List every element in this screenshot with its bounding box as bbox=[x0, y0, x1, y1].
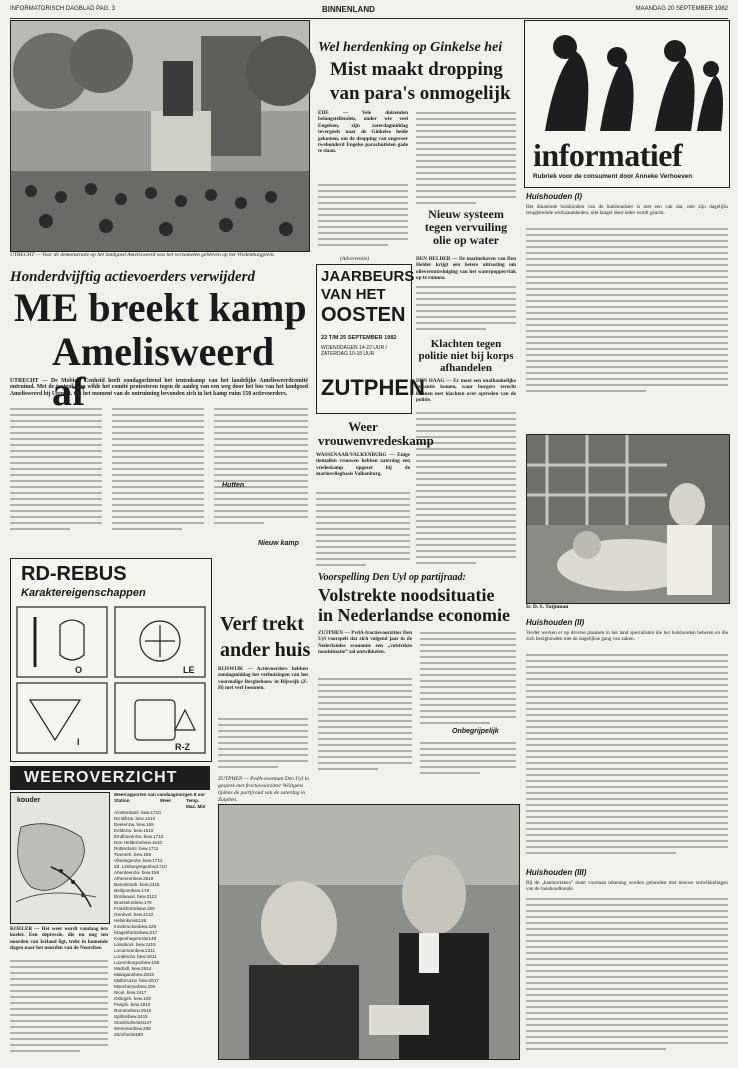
weather-min: 10 bbox=[156, 840, 163, 845]
weather-min: 18 bbox=[148, 972, 154, 977]
header-paper: INFORMATORISCH DAGBLAD PAG. 3 bbox=[10, 6, 116, 12]
weather-max: 24 bbox=[145, 942, 151, 947]
text-column-lines bbox=[526, 226, 728, 396]
vrouwen-lead: WASSENAAR/VALKENBURG — Enige tientallen vrouwen hebben zaterdag een vredeskamp opgezet bij de marinevliegbasis Valkenburg. bbox=[316, 452, 410, 478]
weather-min: 12 bbox=[157, 858, 163, 863]
weather-min: 10 bbox=[158, 834, 164, 839]
header-section: BINNENLAND bbox=[322, 5, 375, 14]
weather-station: Brussel bbox=[114, 900, 130, 905]
rebus-title: RD-REBUS bbox=[21, 563, 127, 585]
weather-station: Rome bbox=[114, 1008, 127, 1013]
me-article-subhead-hutten: Hutten bbox=[222, 482, 245, 489]
weather-station: Barcelona bbox=[114, 882, 135, 887]
weather-min: 14 bbox=[146, 966, 152, 971]
informatief-h1: Huishouden (I) bbox=[526, 192, 582, 201]
weather-min: 10 bbox=[155, 810, 161, 815]
weather-condition: geh. bew. bbox=[123, 996, 144, 1001]
svg-text:O: O bbox=[75, 665, 83, 675]
weather-condition: l. bew. bbox=[133, 894, 147, 899]
informatief-body-2 bbox=[526, 652, 728, 862]
weather-condition: onbew. bbox=[132, 906, 147, 911]
uyl-kicker: Voorspelling Den Uyl op partijraad: bbox=[318, 572, 466, 583]
svg-text:R-Z: R-Z bbox=[175, 742, 190, 752]
weather-station: Zürich bbox=[114, 1032, 127, 1037]
uyl-photo-caption: ZUTPHEN — PvdA-voorman Den Uyl in gesprek met fractievoorzitter Wöltgens tijdens de partijraad van de zaterdag in Zutphen. bbox=[218, 776, 309, 803]
vrouwen-body bbox=[316, 490, 410, 570]
uyl-photo bbox=[218, 804, 520, 1060]
rebus-box bbox=[10, 558, 212, 762]
weather-condition: mist bbox=[140, 936, 149, 941]
klachten-lead: DEN HAAG — Er moet een onafhankelijke instantie komen, waar burgers terecht kunnen met klachten over optreden van de politie. bbox=[416, 378, 516, 404]
weather-station: Rotterdam bbox=[114, 846, 136, 851]
weather-min: 8 bbox=[156, 870, 159, 875]
weather-table-title: Weerrapporten van vandaagmorgen 8 uur bbox=[114, 792, 206, 797]
weather-min: 17 bbox=[153, 978, 159, 983]
weather-station: Split bbox=[114, 1014, 123, 1019]
weather-min: 19 bbox=[148, 876, 154, 881]
me-article-lead: UTRECHT — De Mobiele Eenheid heeft zondagochtend het tentenkamp van het landelijke Amelisweerdcomité ontruimd. Met de tentenkamp wilde het comité protesteren tegen de aanleg van een weg door het bos van het landgoed Amelisweerd bij Utrecht. Op het moment van de ontruiming bevonden zich in het kamp ruim 150 actievoerders. bbox=[10, 378, 308, 397]
weather-condition: zw. bew. bbox=[131, 978, 149, 983]
weather-max: 22 bbox=[145, 948, 151, 953]
weather-station: Lissabon bbox=[114, 942, 133, 947]
weather-min: 9 bbox=[153, 936, 157, 941]
weather-station: Eindhoven bbox=[114, 834, 136, 839]
uyl-photo-image bbox=[219, 805, 519, 1059]
jaarbeurs-ad bbox=[316, 264, 425, 414]
weather-min: 10 bbox=[150, 816, 156, 821]
ginkelse-lead: EDE — Vele duizenden belangstellenden, onder wie veel Engelsen, zijn zaterdagmiddag tevergeefs naar de Ginkelse heide gekomen, om de dropping van ongeveer twehonderd Engelse parachutisten gade te slaan. bbox=[318, 110, 408, 155]
weather-text-body bbox=[10, 958, 108, 1058]
weather-min: 10 bbox=[148, 828, 154, 833]
weather-min: 7 bbox=[149, 1020, 152, 1025]
weather-station: Frankfort bbox=[114, 906, 133, 911]
weather-condition: l. bew. bbox=[135, 846, 149, 851]
jaarbeurs-title-2: VAN HET bbox=[321, 286, 386, 303]
text-column-lines bbox=[218, 716, 308, 772]
weather-min: 9 bbox=[148, 852, 152, 857]
rebus-puzzles bbox=[15, 605, 207, 757]
weather-min: 8 bbox=[156, 960, 160, 965]
weather-max: 16 bbox=[151, 960, 157, 965]
vrouwen-headline: Weer vrouwenvredeskamp bbox=[318, 419, 434, 448]
weather-condition: onbew. bbox=[130, 948, 146, 953]
weather-condition: onbew. bbox=[126, 1008, 141, 1013]
verf-lead: RIJSWIJK — Actievoerders hebben zondagmiddag het verhuizingen van het voormalige Bergbebouw in Rijswijk (Z-H) met verf bestoten. bbox=[218, 666, 308, 692]
weather-condition: h. bew. bbox=[128, 852, 144, 857]
weather-min: 15 bbox=[150, 942, 156, 947]
text-column-lines bbox=[526, 896, 728, 1058]
weather-max: 17 bbox=[153, 834, 159, 839]
text-column-lines bbox=[112, 406, 204, 532]
weather-station: Genève bbox=[114, 912, 131, 917]
text-column-lines bbox=[416, 110, 516, 206]
weather-rows bbox=[114, 810, 210, 1038]
weather-condition: onbew. bbox=[136, 960, 152, 965]
weather-max: 17 bbox=[150, 810, 156, 815]
weather-station: Mallorca bbox=[114, 978, 132, 983]
uyl-headline-1: Volstrekte noodsituatie bbox=[318, 585, 495, 605]
demonstration-photo bbox=[10, 20, 310, 252]
ginkelse-body bbox=[318, 182, 408, 252]
weather-condition: l. bew. bbox=[123, 990, 137, 995]
weather-station: Helsinki bbox=[114, 918, 131, 923]
weather-max: 14 bbox=[148, 936, 154, 941]
weather-max: 18 bbox=[135, 1032, 141, 1037]
text-column-lines bbox=[318, 182, 408, 252]
uyl-body-3 bbox=[420, 740, 516, 780]
weather-station: Madrid bbox=[114, 966, 129, 971]
weather-min: 11 bbox=[150, 948, 156, 953]
weather-max: 17 bbox=[143, 900, 150, 905]
weather-condition: l. bew. bbox=[128, 966, 142, 971]
weather-min: 8 bbox=[148, 996, 151, 1001]
vervuiling-lead: DEN HELDER — De marinehaven van Den Helder krijgt een betere uitrusting om olieverontreiniging van het waterpoppervlak op te ruimen. bbox=[416, 256, 516, 282]
weather-condition: mist bbox=[126, 1032, 136, 1037]
weather-max: 20 bbox=[147, 984, 153, 989]
weather-station: Bordeaux bbox=[114, 894, 134, 899]
me-article-column-2 bbox=[112, 406, 204, 532]
weather-col-minmax: Max. Min bbox=[186, 804, 206, 809]
weather-max: 16 bbox=[143, 852, 149, 857]
weather-station: Londen bbox=[114, 954, 130, 959]
weather-max: 15 bbox=[143, 828, 149, 833]
weather-condition: zw. bew. bbox=[127, 816, 145, 821]
weather-max: 25 bbox=[140, 1008, 146, 1013]
verf-body bbox=[218, 716, 308, 772]
weather-condition: onbew. bbox=[122, 1014, 138, 1019]
jaarbeurs-city: ZUTPHEN bbox=[321, 375, 425, 400]
informatief-illustration bbox=[524, 20, 730, 188]
weather-max: 15 bbox=[151, 870, 157, 875]
weather-condition: onbew. bbox=[126, 888, 142, 893]
weather-map bbox=[10, 792, 110, 924]
verf-headline-2: ander huis bbox=[220, 639, 311, 661]
text-column-lines bbox=[318, 676, 412, 776]
weather-max: 21 bbox=[146, 894, 152, 899]
weather-max: 16 bbox=[145, 822, 152, 827]
weather-station: Kopenhagen bbox=[114, 936, 141, 941]
weather-condition: zw. bew. bbox=[129, 954, 147, 959]
weather-max: 17 bbox=[141, 888, 147, 893]
weather-station: Malaga bbox=[114, 972, 130, 977]
text-column-lines bbox=[420, 630, 516, 726]
jaarbeurs-dates: 22 T/M 25 SEPTEMBER 1982 bbox=[321, 335, 397, 341]
weather-condition: zw. bew. bbox=[134, 858, 153, 863]
weather-min: 11 bbox=[153, 846, 159, 851]
demonstration-photo-caption: UTRECHT — Voor de demonstratie op het landgoed Amelisweerd was het verzamelen gebleven op het Vredenburgplein. bbox=[10, 252, 275, 258]
svg-text:I: I bbox=[77, 737, 80, 747]
weather-station: Oslo bbox=[114, 996, 124, 1001]
weather-station: Stockholm bbox=[114, 1020, 136, 1025]
weather-condition: zw. bew. bbox=[125, 828, 144, 833]
informatief-h3: Huishouden (III) bbox=[526, 868, 587, 877]
informatief-illustration-image bbox=[525, 21, 729, 141]
weather-min: 8 bbox=[140, 1032, 143, 1037]
uyl-body-1 bbox=[318, 676, 412, 776]
weather-condition: onbew. bbox=[137, 840, 152, 845]
weather-min: 8 bbox=[148, 1026, 151, 1031]
uyl-subhead: Onbegrijpelijk bbox=[452, 728, 499, 735]
weather-condition: zw. bew. bbox=[133, 870, 152, 875]
weather-map-label: kouder bbox=[17, 797, 41, 804]
weather-max: 21 bbox=[143, 912, 148, 917]
jaarbeurs-title-3: OOSTEN bbox=[321, 304, 406, 326]
weather-condition: onbew. bbox=[128, 876, 144, 881]
ginkelse-kicker: Wel herdenking op Ginkelse hei bbox=[318, 40, 503, 55]
text-column-lines bbox=[526, 652, 728, 862]
weather-condition: regenbui bbox=[138, 864, 157, 869]
vervuiling-body bbox=[416, 284, 516, 336]
weather-condition: mist bbox=[135, 1020, 144, 1025]
weather-col-station: Station bbox=[114, 798, 130, 803]
weather-condition: l. bew. bbox=[132, 942, 146, 947]
weather-station: Deelen bbox=[114, 822, 129, 827]
weather-station: Eelde bbox=[114, 828, 126, 833]
weather-min: 17 bbox=[141, 990, 147, 995]
weather-max: 26 bbox=[141, 966, 147, 971]
weather-condition: mist bbox=[130, 918, 139, 923]
informatief-text-3: Bij de „kantoortaken” moet voortaan rekening worden gehouden met nieuwe ontwikkelingen van de huishoudkunde. bbox=[526, 880, 728, 893]
weather-max: 24 bbox=[136, 990, 142, 995]
weather-min: 15 bbox=[145, 1008, 152, 1013]
weather-max: 18 bbox=[146, 954, 152, 959]
weather-max: 14 bbox=[143, 1020, 149, 1025]
informatief-h2: Huishouden (II) bbox=[526, 618, 585, 627]
weather-station: De Bilt bbox=[114, 816, 128, 821]
weather-max: 26 bbox=[148, 978, 154, 983]
weather-max: 22 bbox=[148, 924, 154, 929]
tuijnman-caption: Ir. D. S. Tuijnman bbox=[526, 604, 569, 610]
weather-condition: onbew. bbox=[129, 900, 144, 905]
weather-text: KOELER — Het weer wordt vandaag iets koeler. Een depressie, die nu nog ten noorden van Ierland ligt, trekt in komende dagen naar het noorden van de Noordzee. bbox=[10, 926, 108, 952]
uyl-headline-2: in Nederlandse economie bbox=[318, 605, 510, 625]
tuijnman-photo bbox=[526, 434, 730, 604]
me-article-column-1 bbox=[10, 406, 102, 532]
weather-condition: zw. bew. bbox=[128, 822, 146, 827]
informatief-body-3 bbox=[526, 896, 728, 1058]
weather-condition: onbew. bbox=[134, 930, 150, 935]
me-article-kicker: Honderdvijftig actievoerders verwijderd bbox=[10, 269, 255, 285]
weather-max: 17 bbox=[148, 846, 154, 851]
page-header bbox=[10, 4, 728, 19]
ginkelse-headline-2: van para's onmogelijk bbox=[330, 83, 511, 104]
weather-min: 11 bbox=[151, 954, 157, 959]
weather-min: 13 bbox=[151, 894, 157, 899]
weather-max: 26 bbox=[143, 876, 149, 881]
weather-station: Innsbruck bbox=[114, 924, 134, 929]
text-column-lines bbox=[416, 284, 516, 336]
weather-station: Luxemburg bbox=[114, 960, 137, 965]
weather-max: 12 bbox=[138, 918, 144, 923]
demonstration-photo-image bbox=[11, 21, 309, 251]
weather-station: Berlijn bbox=[114, 888, 127, 893]
informatief-title: informatief bbox=[533, 137, 683, 173]
header-date: MAANDAG 20 SEPTEMBER 1982 bbox=[635, 6, 728, 12]
weather-station: München bbox=[114, 984, 133, 989]
weather-station: Amsterdam bbox=[114, 810, 138, 815]
weather-station: Klagenfurt bbox=[114, 930, 135, 935]
uyl-lead: ZUTPHEN — PvdA-fractievoorzitter Den Uyl voorspelt dat zich volgend jaar in de Nederlandse economie een „volstrekte noodsituatie” zal ontwikkelen. bbox=[318, 630, 412, 656]
weather-max: 17 bbox=[156, 864, 162, 869]
jaarbeurs-title-1: JAARBEURS bbox=[321, 268, 415, 285]
informatief-body-1 bbox=[526, 226, 728, 396]
weather-condition: onbew. bbox=[128, 1026, 144, 1031]
weather-max: 19 bbox=[140, 1002, 146, 1007]
weather-condition: h. bew. bbox=[134, 882, 150, 887]
weather-condition: l. bew. bbox=[137, 810, 151, 815]
weather-max: 16 bbox=[144, 816, 151, 821]
weather-min: 16 bbox=[154, 882, 160, 887]
weather-min: 6 bbox=[152, 984, 156, 989]
weather-condition: onbew. bbox=[129, 972, 144, 977]
weather-station: Locarno bbox=[114, 948, 131, 953]
weather-condition: zw. bew. bbox=[135, 834, 154, 839]
me-article-column-3 bbox=[214, 406, 308, 526]
weather-condition: onbew. bbox=[133, 924, 149, 929]
uyl-body-2 bbox=[420, 630, 516, 726]
weather-condition: h. bew. bbox=[125, 1002, 141, 1007]
weather-max: 24 bbox=[149, 882, 155, 887]
text-column-lines bbox=[10, 406, 102, 532]
informatief-subtitle: Rubriek voor de consument door Anneke Verhoeven bbox=[533, 173, 693, 180]
weather-max: 20 bbox=[143, 1026, 149, 1031]
weather-station: Zd. Limburg bbox=[114, 864, 139, 869]
advertentie-label: (Advertentie) bbox=[340, 256, 370, 262]
weather-station: Athene bbox=[114, 876, 129, 881]
weather-col-temp: Temp. bbox=[186, 798, 200, 803]
weather-station: Vlissingen bbox=[114, 858, 135, 863]
vervuiling-headline: Nieuw systeem tegen vervuiling olie op water bbox=[424, 207, 508, 247]
weather-station: Aberdeen bbox=[114, 870, 134, 875]
ginkelse-body-2 bbox=[416, 110, 516, 206]
weather-condition: onbew. bbox=[132, 984, 148, 989]
weather-max: 28 bbox=[143, 972, 149, 977]
informatief-text-2: Verder werken er op diverse plaatsen in het land specialisten die het huishouden beheren en die zich bezighouden met de dagelijkse gang van zaken. bbox=[526, 630, 728, 643]
weather-min: 10 bbox=[161, 864, 167, 869]
text-column-lines bbox=[316, 490, 410, 570]
me-article-headline-1: ME breekt kamp bbox=[14, 285, 307, 330]
weather-col-weer: Weer bbox=[160, 798, 172, 803]
weather-min: 8 bbox=[153, 924, 157, 929]
weather-station: Nice bbox=[114, 990, 124, 995]
weather-row bbox=[114, 1032, 210, 1038]
weather-table bbox=[114, 792, 210, 1058]
weather-min: 9 bbox=[151, 822, 154, 827]
weather-max: 18 bbox=[146, 906, 153, 911]
ginkelse-headline-1: Mist maakt dropping bbox=[330, 59, 503, 80]
weather-min: 15 bbox=[142, 1014, 148, 1019]
weather-max: 21 bbox=[149, 930, 155, 935]
weather-max: 17 bbox=[152, 858, 158, 863]
jaarbeurs-hours: WOENSDAGEN 14-22 UUR / ZATERDAG 10-18 UUR bbox=[321, 345, 387, 357]
verf-headline-1: Verf trekt bbox=[220, 613, 304, 635]
weather-max: 12 bbox=[143, 996, 149, 1001]
klachten-headline: Klachten tegen politie niet bij korps afhandelen bbox=[418, 338, 514, 374]
weather-title-bar bbox=[10, 766, 210, 790]
weather-station: Den Helder bbox=[114, 840, 138, 845]
me-article-subhead-nieuw: Nieuw kamp bbox=[258, 540, 299, 547]
weather-map-image bbox=[11, 807, 109, 921]
weather-min: 10 bbox=[147, 912, 154, 917]
weather-min: 8 bbox=[146, 888, 150, 893]
informatief-text-1: Het draaiende huishouden van de huishoudster is met een vak dat, met zijn dagelijks terugkerende werkzaamheden, niet langer door ieder wordt geacht. bbox=[526, 204, 728, 217]
text-column-lines bbox=[214, 406, 308, 526]
weather-station: Parijs bbox=[114, 1002, 126, 1007]
weather-min: 6 bbox=[143, 918, 147, 923]
rebus-subtitle: Karaktereigenschappen bbox=[21, 587, 146, 599]
text-column-lines bbox=[420, 740, 516, 780]
weather-station: Twente bbox=[114, 852, 129, 857]
weather-condition: l. bew. bbox=[130, 912, 144, 917]
text-column-lines bbox=[10, 958, 108, 1058]
weather-max: 24 bbox=[137, 1014, 143, 1019]
me-article-headline-2: Amelisweerd af bbox=[52, 329, 275, 414]
svg-text:LE: LE bbox=[183, 665, 195, 675]
weather-station: Wenen bbox=[114, 1026, 129, 1031]
weather-min: 9 bbox=[152, 906, 155, 911]
weather-min: 9 bbox=[149, 900, 152, 905]
weather-title: WEEROVERZICHT bbox=[24, 769, 178, 786]
weather-min: 7 bbox=[154, 930, 158, 935]
weather-min: 10 bbox=[145, 1002, 151, 1007]
weather-max: 16 bbox=[151, 840, 157, 845]
tuijnman-photo-image bbox=[527, 435, 729, 603]
